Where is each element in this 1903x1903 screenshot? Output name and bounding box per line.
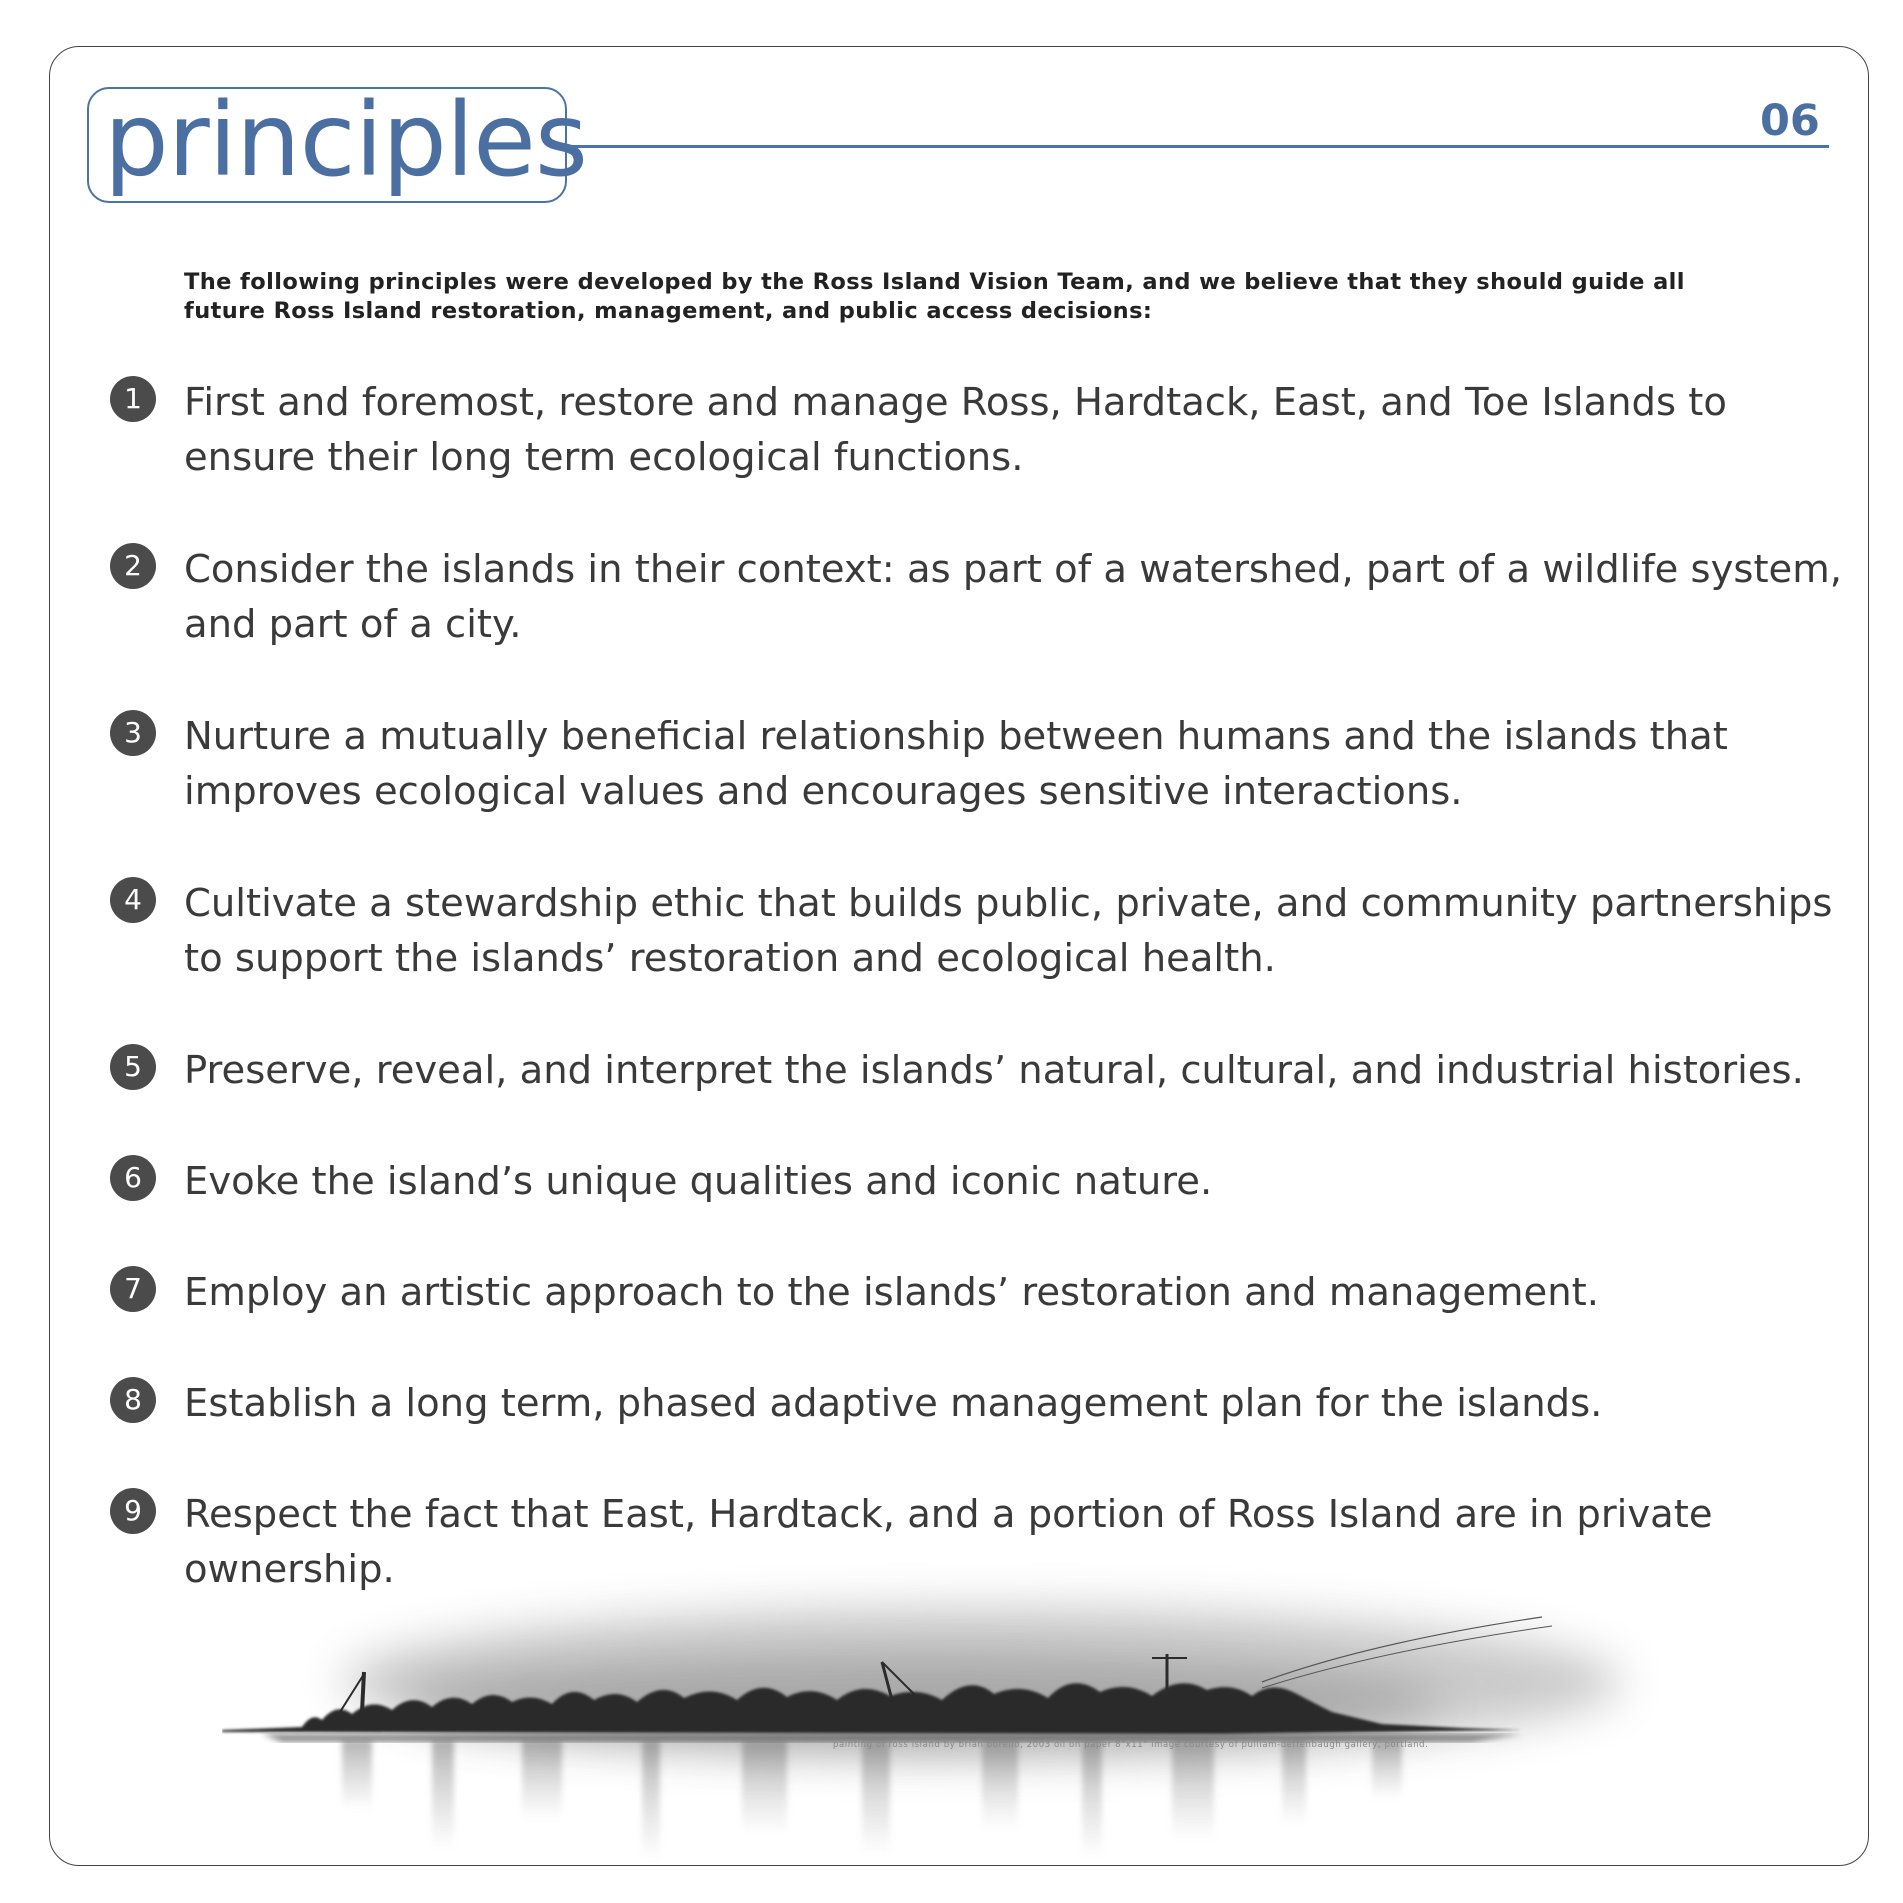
principle-text: Employ an artistic approach to the islands’ restoration and management. xyxy=(184,1270,1599,1315)
principle-text: Consider the islands in their context: as part of a watershed, part of a wildlife system, and part of a city. xyxy=(184,547,1842,647)
principle-text: Respect the fact that East, Hardtack, and a portion of Ross Island are in private ownership. xyxy=(184,1492,1713,1592)
principle-text: Establish a long term, phased adaptive management plan for the islands. xyxy=(184,1381,1603,1426)
principle-number-badge: 6 xyxy=(110,1155,156,1201)
principle-number-badge: 4 xyxy=(110,877,156,923)
principle-text: Cultivate a stewardship ethic that builds public, private, and community partnerships to support the islands’ restoration and ecological health. xyxy=(184,881,1833,981)
intro-paragraph: The following principles were developed by the Ross Island Vision Team, and we believe that they should guide all future Ross Island restoration, management, and public access decisions: xyxy=(184,269,1685,324)
principle-text: Preserve, reveal, and interpret the islands’ natural, cultural, and industrial histories. xyxy=(184,1048,1804,1093)
principle-number-badge: 8 xyxy=(110,1377,156,1423)
principle-number-badge: 2 xyxy=(110,543,156,589)
principle-number-badge: 5 xyxy=(110,1044,156,1090)
painting-caption: painting of ross island by brian borello, 2003 oil on paper 8"x11" image courtesy of pulliam-deffenbaugh gallery, portland. xyxy=(833,1740,1429,1750)
page-title: principles xyxy=(104,81,588,200)
page-number: 06 xyxy=(1760,96,1820,146)
principle-number-badge: 1 xyxy=(110,376,156,422)
ross-island-painting xyxy=(222,1562,1692,1862)
principle-text: Evoke the island’s unique qualities and iconic nature. xyxy=(184,1159,1213,1204)
principle-text: First and foremost, restore and manage Ross, Hardtack, East, and Toe Islands to ensure their long term ecological functions. xyxy=(184,380,1727,480)
principle-number-badge: 7 xyxy=(110,1266,156,1312)
principle-text: Nurture a mutually beneficial relationship between humans and the islands that improves ecological values and encourages sensitive interactions. xyxy=(184,714,1728,814)
title-rule xyxy=(567,145,1829,148)
principle-number-badge: 9 xyxy=(110,1488,156,1534)
principle-number-badge: 3 xyxy=(110,710,156,756)
